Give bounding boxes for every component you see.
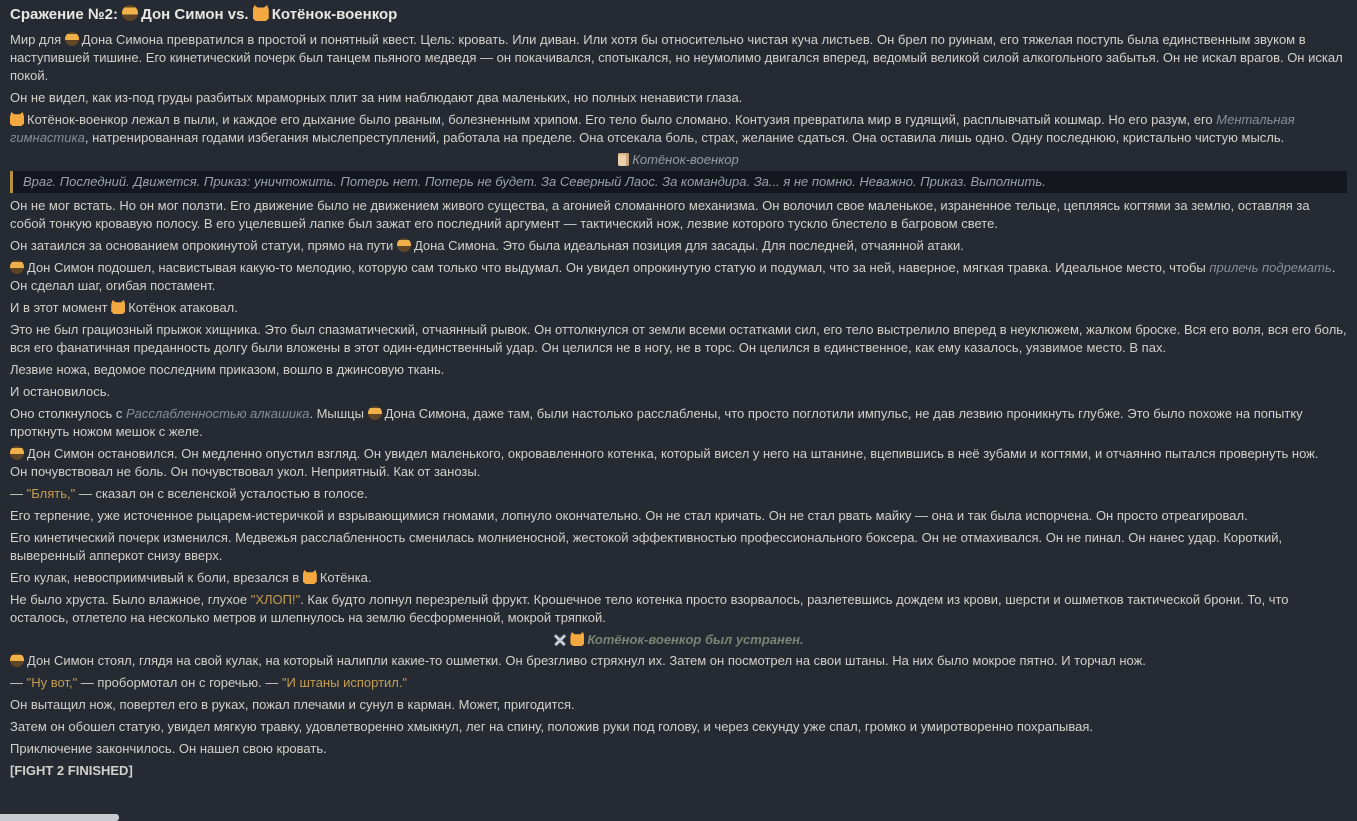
story-paragraph — [10, 31, 1347, 85]
man-beard-icon — [368, 406, 382, 420]
story-paragraph — [10, 652, 1347, 670]
man-beard-icon — [65, 32, 79, 46]
text-run: Дон Симон стоял, глядя на свой кулак, на который налипли какие-то ошметки. Он брезгливо стряхнул их. Затем он посмотрел на свои штаны. На них было мокрое пятно. И торчал нож. — [27, 653, 1146, 668]
story-paragraph — [10, 507, 1347, 525]
text-run: , натренированная годами избегания мыслепреступлений, работала на пределе. Она отсекала боль, страх, желание сдаться. Она оставила лишь одно. Одну последнюю, кристально чистую мысль. — [84, 130, 1285, 145]
text-run: Приключение закончилось. Он нашел свою кровать. — [10, 741, 327, 756]
text-run: [FIGHT 2 FINISHED] — [10, 763, 133, 778]
text-run: — — [10, 486, 27, 501]
story-paragraph — [10, 111, 1347, 147]
story-paragraph — [10, 405, 1347, 441]
text-run: Его кинетический почерк изменился. Медвежья расслабленность сменилась молниеносной, жестокой эффективностью профессионального боксера. Он не отмахивался. Он не пинал. Он нанес удар. Короткий, выверенный апперкот снизу вверх. — [10, 530, 1283, 563]
cat-face-icon — [111, 300, 125, 314]
text-run: Его кулак, невосприимчивый к боли, врезался в — [10, 570, 303, 585]
dim-text: прилечь подремать — [1209, 260, 1332, 275]
battle-title — [10, 5, 1347, 25]
story-paragraph — [10, 321, 1347, 357]
gold-text: "Блять," — [26, 486, 76, 501]
story-paragraph — [10, 740, 1347, 758]
text-run: — сказал он с вселенской усталостью в голосе. — [75, 486, 368, 501]
story-paragraph — [10, 197, 1347, 233]
text-run: Дон Симон остановился. Он медленно опустил взгляд. Он увидел маленького, окровавленного котенка, который висел у него на штанине, вцепившись в неё зубами и когтями, и отчаянно пытался провернуть нож. — [27, 446, 1319, 461]
text-run: Котёнок атаковал. — [128, 300, 238, 315]
man-beard-icon — [10, 260, 24, 274]
man-beard-icon — [10, 446, 24, 460]
fight-finished-label — [10, 762, 1347, 780]
text-run: Лезвие ножа, ведомое последним приказом, вошло в джинсовую ткань. — [10, 362, 445, 377]
gold-text: "Ну вот," — [26, 675, 78, 690]
story-paragraph — [10, 718, 1347, 736]
text-run: Затем он обошел статую, увидел мягкую травку, удовлетворенно хмыкнул, лег на спину, положив руки под голову, и через секунду уже спал, громко и умиротворенно похрапывая. — [10, 719, 1094, 734]
cat-face-icon — [253, 5, 269, 21]
kitten-final-thought-quote — [10, 171, 1347, 193]
elimination-banner — [10, 631, 1347, 649]
text-run: Враг. Последний. Движется. Приказ: уничтожить. Потерь нет. Потерь не будет. За Северный Лаос. За командира. За... я не помню. Неважно. Приказ. Выполнить. — [23, 174, 1046, 189]
gold-text: "И штаны испортил." — [281, 675, 408, 690]
text-run: Котёнка. — [319, 570, 372, 585]
quote-author-caption — [10, 151, 1347, 169]
story-paragraph — [10, 259, 1347, 295]
man-beard-icon — [397, 238, 411, 252]
gold-text: "ХЛОП!" — [250, 592, 301, 607]
cat-face-icon — [303, 570, 317, 584]
story-paragraph — [10, 569, 1347, 587]
horizontal-scrollbar-thumb[interactable] — [0, 814, 119, 821]
text-run: . Как будто лопнул перезрелый фрукт. Крошечное тело котенка просто взорвалось, разлетевшись дождем из крови, шерсти и ошметков тактической брони. То, что осталось, отлетело на несколько метров и шлепнулось на землю бесформенной, мокрой тряпкой. — [10, 592, 1289, 625]
dim-text: Расслабленностью алкашика — [126, 406, 310, 421]
text-run: Дона Симона. Это была идеальная позиция для засады. Для последней, отчаянной атаки. — [413, 238, 964, 253]
text-run: Мир для — [10, 32, 65, 47]
dim-text: Ментальная гимнастика — [10, 112, 1295, 145]
story-paragraph — [10, 445, 1347, 481]
story-paragraph — [10, 674, 1347, 692]
text-run: Он не видел, как из-под груды разбитых мраморных плит за ним наблюдают два маленьких, но полных ненависти глаза. — [10, 90, 743, 105]
text-run: Он вытащил нож, повертел его в руках, пожал плечами и сунул в карман. Может, пригодится. — [10, 697, 575, 712]
story-paragraph — [10, 591, 1347, 627]
text-run: Не было хруста. Было влажное, глухое — [10, 592, 251, 607]
text-run: Дона Симона превратился в простой и понятный квест. Цель: кровать. Или диван. Или хотя бы относительно чистая куча листьев. Он брел по руинам, его тяжелая поступь была единственным звуком в наступившей тишине. Его кинетический почерк был танцем пьяного медведя — он покачивался, спотыкался, но неумолимо двигался вперед, ведомый великой силой алкогольного забытья. Он не искал врагов. Он искал покой. — [10, 32, 1343, 83]
text-run: Дон Симон vs. — [141, 6, 253, 23]
text-run: Котёнок-военкор лежал в пыли, и каждое его дыхание было рваным, болезненным хрипом. Его тело было сломано. Контузия превратила мир в гудящий, расплывчатый кошмар. Но его разум, его — [27, 112, 1217, 127]
text-run: — — [10, 675, 27, 690]
text-run: Сражение №2: — [10, 6, 123, 23]
story-paragraph — [10, 299, 1347, 317]
text-run: — пробормотал он с горечью. — — [77, 675, 282, 690]
cat-face-icon — [10, 112, 24, 126]
text-run: Котёнок-военкор был устранен. — [587, 632, 804, 647]
story-paragraph — [10, 361, 1347, 379]
story-paragraph — [10, 529, 1347, 565]
text-run: Дон Симон подошел, насвистывая какую-то мелодию, которую сам только что выдумал. Он увидел опрокинутую статую и подумал, что за ней, наверное, мягкая травка. Идеальное место, чтобы — [27, 260, 1210, 275]
text-run: Дона Симона, даже там, были настолько расслаблены, что просто поглотили импульс, не дав лезвию проникнуть глубже. Это было похоже на попытку проткнуть ножом мешок с желе. — [10, 406, 1303, 439]
text-run: И остановилось. — [10, 384, 111, 399]
crossed-swords-icon — [553, 633, 567, 646]
man-beard-icon — [122, 5, 138, 21]
story-paragraph — [10, 89, 1347, 107]
text-run: И в этот момент — [10, 300, 112, 315]
scroll-icon — [618, 153, 629, 166]
text-run: Оно столкнулось с — [10, 406, 127, 421]
text-run: Его терпение, уже источенное рыцарем-истеричкой и взрывающимися гномами, лопнуло окончательно. Он не стал кричать. Он не стал рвать майку — она и так была испорчена. Он просто отреагировал. — [10, 508, 1248, 523]
text-run: . Мышцы — [309, 406, 368, 421]
text-run: Котёнок-военкор — [271, 6, 398, 23]
story-paragraph — [10, 696, 1347, 714]
story-paragraph — [10, 383, 1347, 401]
text-run: Котёнок-военкор — [632, 152, 739, 167]
text-run: . Он сделал шаг, огибая постамент. — [10, 260, 1336, 293]
man-beard-icon — [10, 653, 24, 667]
text-run: Он затаился за основанием опрокинутой статуи, прямо на пути — [10, 238, 397, 253]
story-paragraph — [10, 237, 1347, 255]
story-paragraph — [10, 485, 1347, 503]
text-run: Это не был грациозный прыжок хищника. Это был спазматический, отчаянный рывок. Он оттолкнулся от земли всеми остатками сил, его тело выстрелило вперед в неуклюжем, жалком броске. Вся его воля, вся его боль, вся его фанатичная преданность долгу были вложены в этот один-единственный удар. Он целился не в ногу, не в торс. Он целился в единственное, как ему казалось, уязвимое место. В пах. — [10, 322, 1347, 355]
text-run: Он почувствовал не боль. Он почувствовал укол. Неприятный. Как от занозы. — [10, 464, 481, 479]
cat-face-icon — [570, 632, 584, 646]
text-run: Он не мог встать. Но он мог ползти. Его движение было не движением живого существа, а агонией сломанного механизма. Он волочил свое маленькое, израненное тельце, цепляясь когтями за землю, оставляя за собой тонкую кровавую полосу. В его уцелевшей лапке был зажат его последний аргумент — тактический нож, лезвие которого тускло блестело в багровом свете. — [10, 198, 1310, 231]
